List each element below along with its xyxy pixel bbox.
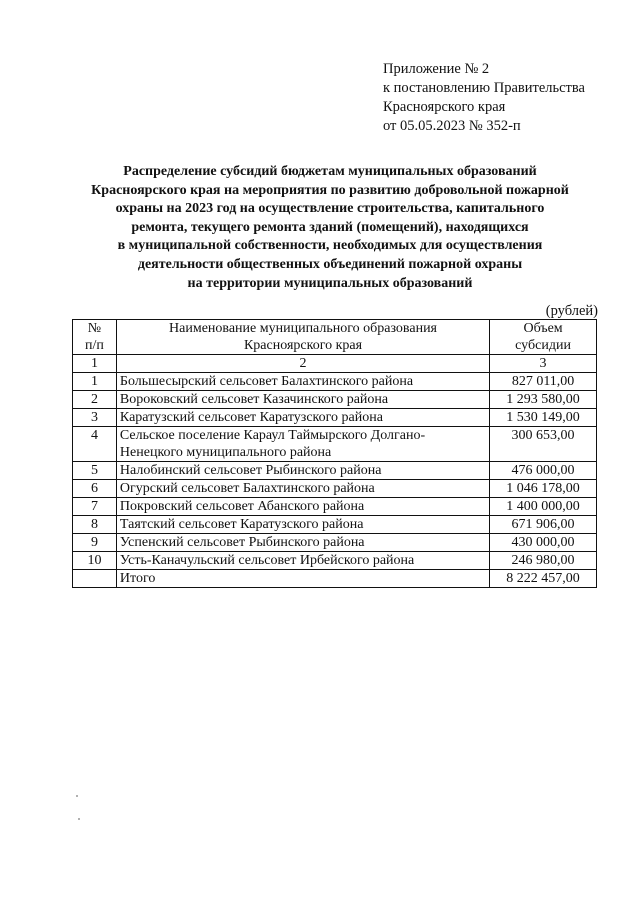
- row-number: 10: [73, 552, 117, 570]
- header-sum-line: Объем: [523, 321, 563, 336]
- title-line: охраны на 2023 год на осуществление строительства, капитального: [115, 201, 545, 217]
- appendix-header: [383, 60, 585, 136]
- table-row: [73, 516, 597, 534]
- row-municipality: Вороковский сельсовет Казачинского района: [116, 391, 489, 409]
- header-name-line: Красноярского края: [243, 338, 363, 353]
- table-row: [73, 534, 597, 552]
- table-row: [73, 427, 597, 462]
- appendix-date: от 05.05.2023 № 352-п: [383, 118, 521, 134]
- row-number: 9: [73, 534, 117, 552]
- table-row: [73, 552, 597, 570]
- row-subsidy: 476 000,00: [490, 462, 597, 480]
- row-number: 4: [73, 427, 117, 462]
- appendix-region: Красноярского края: [383, 99, 506, 115]
- total-label: Итого: [116, 570, 489, 588]
- table-row: [73, 391, 597, 409]
- row-subsidy: 1 293 580,00: [490, 391, 597, 409]
- row-subsidy: 300 653,00: [490, 427, 597, 462]
- row-municipality: Таятский сельсовет Каратузского района: [116, 516, 489, 534]
- row-number: 8: [73, 516, 117, 534]
- scan-artifact: [76, 795, 78, 797]
- column-index-row: [73, 355, 597, 373]
- title-line: Красноярского края на мероприятия по развитию добровольной пожарной: [91, 182, 569, 198]
- table-row: [73, 498, 597, 516]
- table-header-row: [73, 320, 597, 355]
- row-number: 5: [73, 462, 117, 480]
- appendix-number: Приложение № 2: [383, 61, 490, 77]
- row-subsidy: 1 046 178,00: [490, 480, 597, 498]
- title-line: деятельности общественных объединений пожарной охраны: [137, 256, 523, 272]
- row-municipality: Сельское поселение Караул Таймырского Долгано-Ненецкого муниципального района: [116, 427, 489, 462]
- header-sum-line: субсидии: [515, 338, 571, 353]
- row-subsidy: 1 400 000,00: [490, 498, 597, 516]
- header-number-line: №: [87, 321, 102, 336]
- title-line: в муниципальной собственности, необходимых для осуществления: [117, 238, 543, 254]
- row-municipality: Огурский сельсовет Балахтинского района: [116, 480, 489, 498]
- row-municipality: Каратузский сельсовет Каратузского района: [116, 409, 489, 427]
- row-subsidy: 246 980,00: [490, 552, 597, 570]
- row-municipality: Усть-Каначульский сельсовет Ирбейского района: [116, 552, 489, 570]
- column-index: 1: [73, 355, 117, 373]
- row-subsidy: 827 011,00: [490, 373, 597, 391]
- column-index: 2: [116, 355, 489, 373]
- header-number-line: п/п: [85, 338, 104, 353]
- header-name: [116, 320, 489, 355]
- total-number-empty: [73, 570, 117, 588]
- units-label: (рублей): [545, 303, 598, 319]
- title-line: на территории муниципальных образований: [187, 275, 473, 291]
- header-name-line: Наименование муниципального образования: [169, 321, 437, 336]
- row-subsidy: 1 530 149,00: [490, 409, 597, 427]
- scan-artifact: [78, 818, 80, 820]
- column-index: 3: [490, 355, 597, 373]
- document-title: [60, 163, 600, 293]
- table-row: [73, 480, 597, 498]
- row-number: 1: [73, 373, 117, 391]
- table-row: [73, 462, 597, 480]
- row-municipality: Успенский сельсовет Рыбинского района: [116, 534, 489, 552]
- header-number: [73, 320, 117, 355]
- row-municipality: Большесырский сельсовет Балахтинского района: [116, 373, 489, 391]
- row-number: 6: [73, 480, 117, 498]
- table-row: [73, 409, 597, 427]
- subsidies-table: [72, 319, 597, 588]
- title-line: ремонта, текущего ремонта зданий (помещений), находящихся: [131, 219, 529, 235]
- row-number: 2: [73, 391, 117, 409]
- row-subsidy: 671 906,00: [490, 516, 597, 534]
- header-sum: [490, 320, 597, 355]
- title-line: Распределение субсидий бюджетам муниципальных образований: [123, 164, 537, 179]
- row-number: 7: [73, 498, 117, 516]
- row-municipality: Налобинский сельсовет Рыбинского района: [116, 462, 489, 480]
- row-municipality: Покровский сельсовет Абанского района: [116, 498, 489, 516]
- row-subsidy: 430 000,00: [490, 534, 597, 552]
- row-number: 3: [73, 409, 117, 427]
- table-row: [73, 373, 597, 391]
- total-sum: 8 222 457,00: [490, 570, 597, 588]
- appendix-resolution: к постановлению Правительства: [383, 80, 585, 96]
- total-row: [73, 570, 597, 588]
